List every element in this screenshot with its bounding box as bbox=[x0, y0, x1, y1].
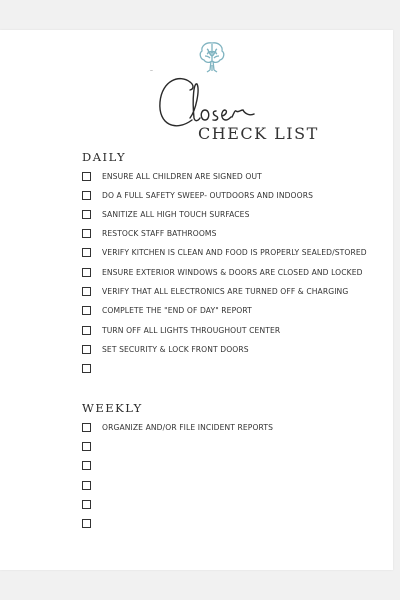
daily-item[interactable] bbox=[82, 266, 363, 278]
checkbox[interactable] bbox=[82, 461, 91, 470]
daily-item[interactable] bbox=[82, 227, 217, 239]
weekly-heading: WEEKLY bbox=[82, 401, 143, 415]
daily-item-label: VERIFY THAT ALL ELECTRONICS ARE TURNED OFF & CHARGING bbox=[102, 286, 349, 296]
weekly-item-blank[interactable] bbox=[82, 517, 102, 529]
daily-item[interactable] bbox=[82, 189, 313, 201]
checkbox[interactable] bbox=[82, 210, 91, 219]
checkbox[interactable] bbox=[82, 364, 91, 373]
daily-item-label: RESTOCK STAFF BATHROOMS bbox=[102, 228, 217, 238]
daily-item-label: SANITIZE ALL HIGH TOUCH SURFACES bbox=[102, 209, 250, 219]
daily-item[interactable] bbox=[82, 343, 249, 355]
weekly-item-label: ORGANIZE AND/OR FILE INCIDENT REPORTS bbox=[102, 422, 274, 432]
checkbox[interactable] bbox=[82, 500, 91, 509]
checkbox[interactable] bbox=[82, 442, 91, 451]
tree-logo-icon bbox=[198, 40, 226, 74]
daily-item-blank[interactable] bbox=[82, 362, 102, 374]
daily-item-label: ENSURE ALL CHILDREN ARE SIGNED OUT bbox=[102, 171, 262, 181]
daily-item-label: DO A FULL SAFETY SWEEP- OUTDOORS AND INDOORS bbox=[102, 190, 313, 200]
daily-heading: DAILY bbox=[82, 150, 127, 164]
weekly-item-blank[interactable] bbox=[82, 459, 102, 471]
weekly-item[interactable] bbox=[82, 421, 273, 433]
checklist-subtitle: CHECK LIST bbox=[198, 124, 319, 143]
weekly-item-blank[interactable] bbox=[82, 498, 102, 510]
checkbox[interactable] bbox=[82, 287, 91, 296]
daily-item-label: ENSURE EXTERIOR WINDOWS & DOORS ARE CLOSED AND LOCKED bbox=[102, 267, 363, 277]
checkbox[interactable] bbox=[82, 268, 91, 277]
checkbox[interactable] bbox=[82, 423, 91, 432]
weekly-item-blank[interactable] bbox=[82, 479, 102, 491]
checkbox[interactable] bbox=[82, 191, 91, 200]
checkbox[interactable] bbox=[82, 326, 91, 335]
checkbox[interactable] bbox=[82, 248, 91, 257]
daily-item[interactable] bbox=[82, 285, 348, 297]
checkbox[interactable] bbox=[82, 229, 91, 238]
daily-item-label: TURN OFF ALL LIGHTS THROUGHOUT CENTER bbox=[102, 325, 281, 335]
weekly-item-blank[interactable] bbox=[82, 440, 102, 452]
daily-item[interactable] bbox=[82, 170, 262, 182]
daily-item[interactable] bbox=[82, 208, 250, 220]
checkbox[interactable] bbox=[82, 172, 91, 181]
title-script-text bbox=[150, 70, 154, 72]
checkbox[interactable] bbox=[82, 345, 91, 354]
daily-item[interactable] bbox=[82, 246, 367, 258]
daily-item[interactable] bbox=[82, 304, 252, 316]
daily-item[interactable] bbox=[82, 324, 280, 336]
checkbox[interactable] bbox=[82, 519, 91, 528]
daily-item-label: VERIFY KITCHEN IS CLEAN AND FOOD IS PROPERLY SEALED/STORED bbox=[102, 247, 367, 257]
checkbox[interactable] bbox=[82, 481, 91, 490]
daily-item-label: SET SECURITY & LOCK FRONT DOORS bbox=[102, 344, 249, 354]
checkbox[interactable] bbox=[82, 306, 91, 315]
daily-item-label: COMPLETE THE "END OF DAY" REPORT bbox=[102, 305, 252, 315]
